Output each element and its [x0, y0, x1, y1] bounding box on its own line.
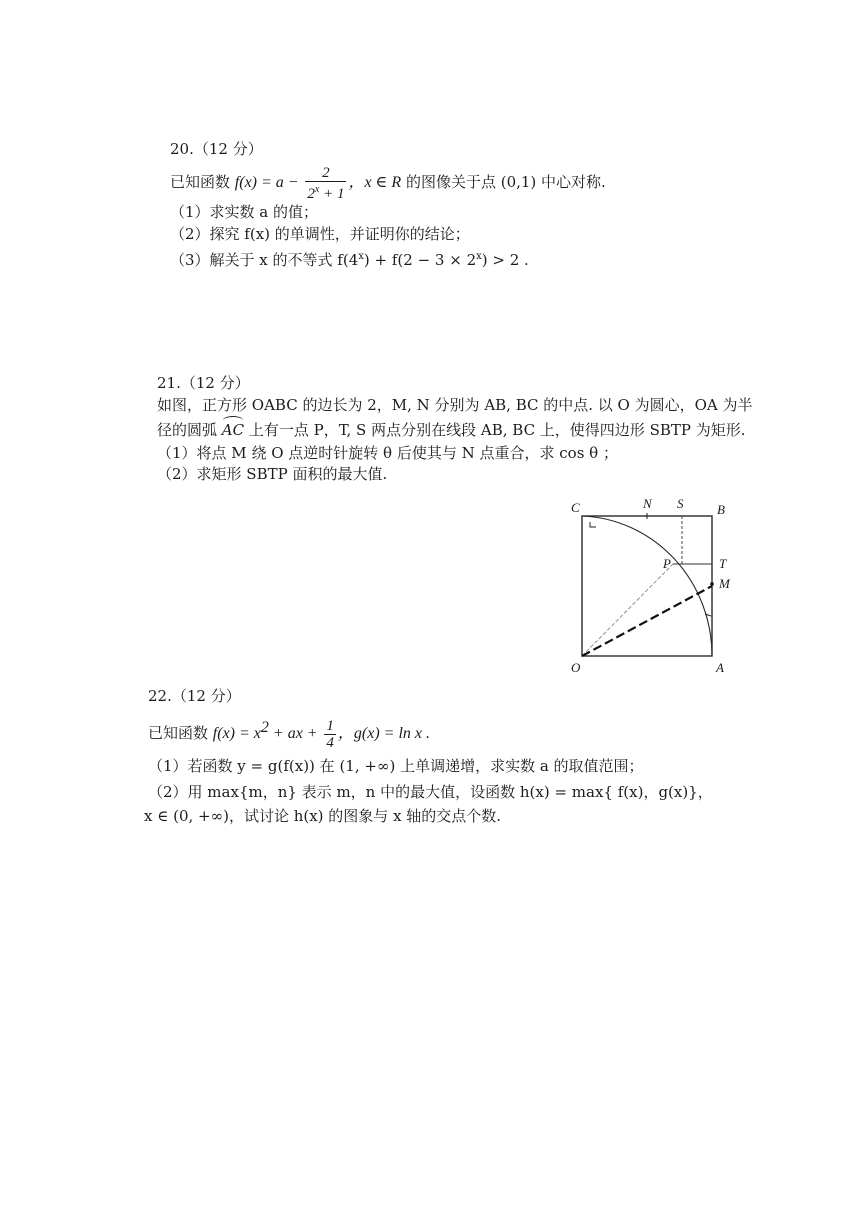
label-o: O	[571, 660, 581, 675]
fraction: $\frac{2}{2^x + 1}$	[307, 164, 345, 202]
arc-ac	[582, 516, 712, 656]
label-b: B	[717, 502, 725, 517]
right-angle-mark	[590, 522, 596, 527]
problem-20-q2: （2）探究 f(x) 的单调性，并证明你的结论；	[170, 225, 470, 243]
problem-score: （12 分）	[171, 687, 241, 705]
label-a: A	[716, 660, 724, 675]
problem-22-header	[148, 687, 241, 705]
label-m: M	[719, 576, 730, 591]
problem-22-q2: （2）用 max{m，n} 表示 m，n 中的最大值，设函数 h(x) = max{ f(x)，g(x)}，	[148, 783, 713, 801]
fraction: $\frac{1}{4}$	[326, 717, 334, 751]
problem-22-stem: 已知函数 $f(x) = x^2$ + ax + $\frac{1}{4}$ ，g(x) = ln x .	[148, 717, 430, 751]
problem-21-line1: 如图，正方形 OABC 的边长为 2，M, N 分别为 AB, BC 的中点. 以 O 为圆心，OA 为半	[157, 396, 753, 414]
geometry-figure	[565, 496, 745, 676]
problem-score: （12 分）	[193, 140, 263, 158]
label-t: T	[719, 556, 727, 571]
problem-21-header	[157, 374, 250, 392]
label-s: S	[677, 496, 684, 511]
problem-20-header	[170, 140, 263, 158]
problem-20-q3: （3）解关于 x 的不等式 $f(4^x) + f(2 - 3 \times 2^x) > 2$ .	[170, 251, 529, 269]
label-n: N	[643, 496, 652, 511]
segment-om	[582, 586, 712, 656]
problem-number: 22.	[148, 687, 172, 705]
arc-ac: AC	[221, 421, 245, 439]
problem-22-q2-cont: x ∈ (0, +∞)，试讨论 h(x) 的图象与 x 轴的交点个数.	[144, 807, 502, 825]
problem-21-q2: （2）求矩形 SBTP 面积的最大值.	[157, 465, 388, 483]
problem-21-q1: （1）将点 M 绕 O 点逆时针旋转 θ 后使其与 N 点重合，求 cos θ ；	[157, 444, 618, 462]
square-oabc	[582, 516, 712, 656]
label-p: P	[663, 556, 671, 571]
label-c: C	[571, 500, 580, 515]
problem-22-q1: （1）若函数 y = g(f(x)) 在 (1, +∞) 上单调递增，求实数 a 的取值范围；	[148, 757, 644, 775]
problem-20-q1: （1）求实数 a 的值；	[170, 203, 319, 221]
problem-number: 21.	[157, 374, 181, 392]
problem-20-stem: 已知函数 f(x) = a − $\frac{2}{2^x + 1}$ ，x ∈ R 的图像关于点 (0,1) 中心对称.	[170, 164, 606, 202]
problem-21-line2: 径的圆弧 AC 上有一点 P，T, S 两点分别在线段 AB, BC 上，使得四边形 SBTP 为矩形.	[157, 421, 746, 439]
segment-op	[582, 564, 673, 656]
problem-score: （12 分）	[180, 374, 250, 392]
problem-number: 20.	[170, 140, 194, 158]
point-m	[710, 582, 714, 586]
